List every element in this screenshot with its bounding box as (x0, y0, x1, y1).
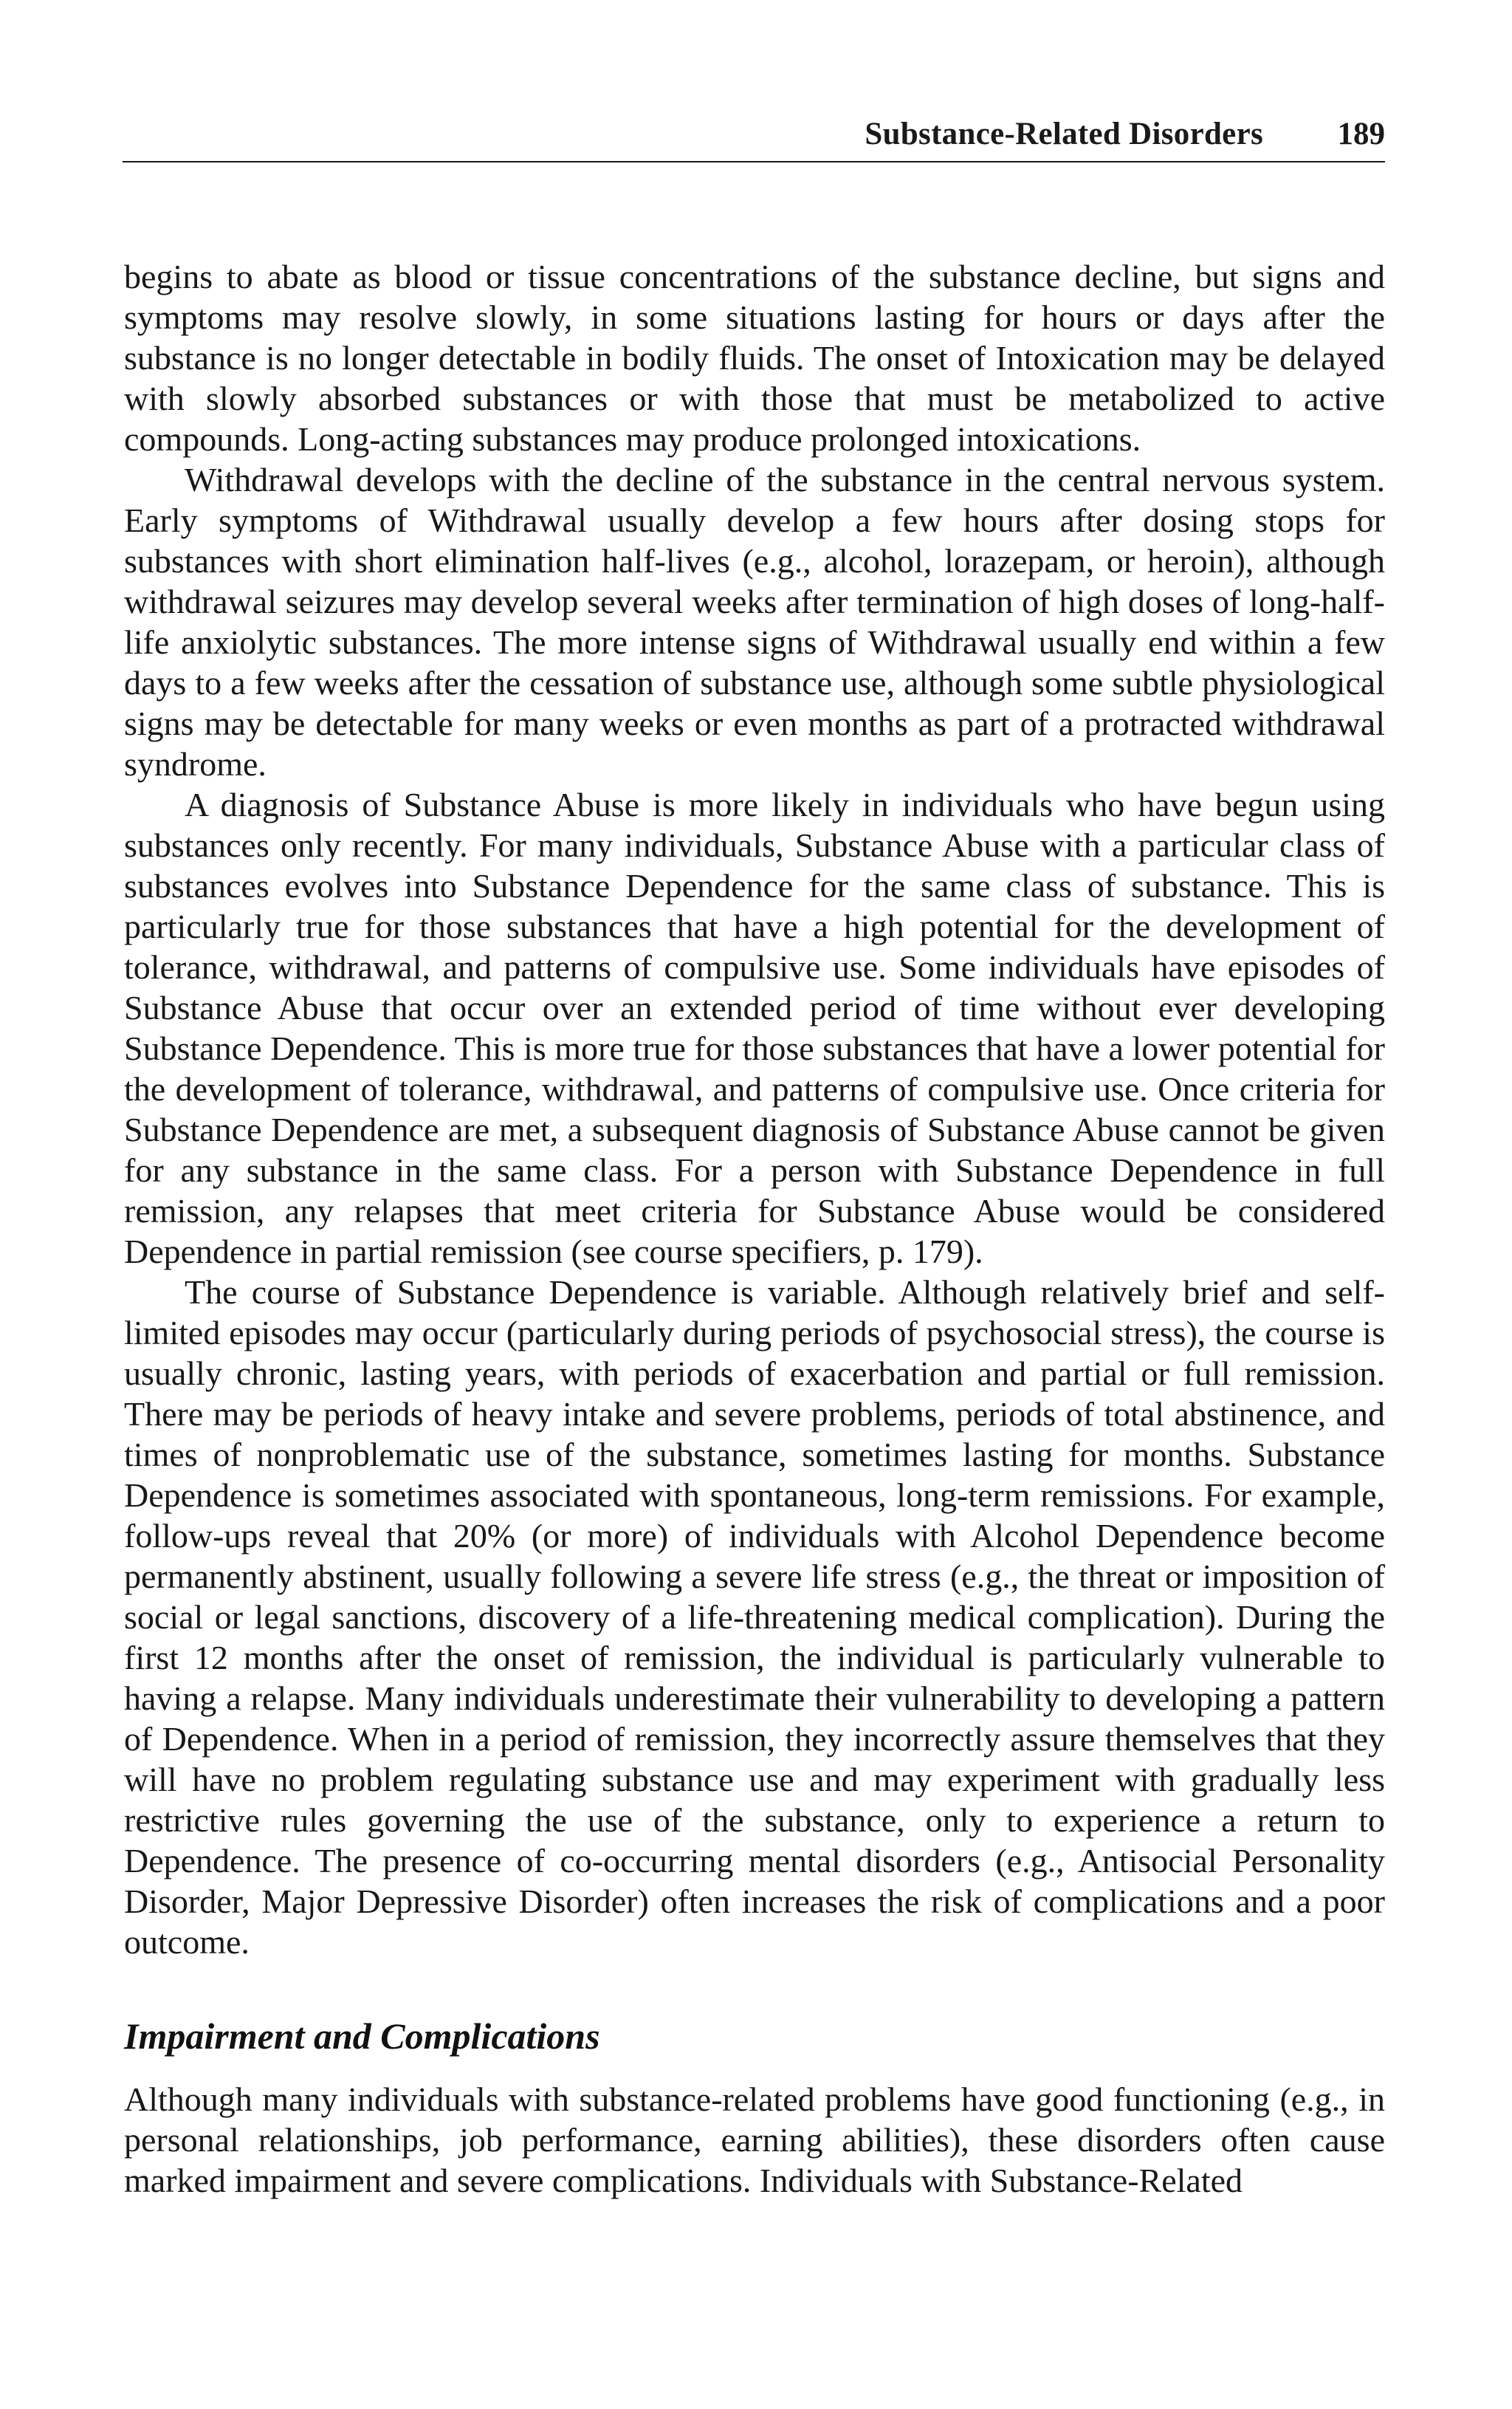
paragraph-withdrawal: Withdrawal develops with the decline of the substance in the central nervous system. Early symptoms of Withdrawal usually develop a few hours after dosing stops for substances with short elimination half-lives (e.g., alcohol, lorazepam, or heroin), although withdrawal seizures may develop several weeks after termination of high doses of long-half-life anxiolytic substances. The more intense signs of Withdrawal usually end within a few days to a few weeks after the cessation of substance use, although some subtle physiological signs may be detectable for many weeks or even months as part of a protracted withdrawal syndrome. (124, 461, 1385, 783)
page-number: 189 (1337, 117, 1385, 151)
paragraph-substance-abuse: A diagnosis of Substance Abuse is more likely in individuals who have begun using substances only recently. For many individuals, Substance Abuse with a particular class of substances evolves into Substance Dependence for the same class of substance. This is particularly true for those substances that have a high potential for the development of tolerance, withdrawal, and patterns of compulsive use. Some individuals have episodes of Substance Abuse that occur over an extended period of time without ever developing Substance Dependence. This is more true for those substances that have a lower potential for the development of tolerance, withdrawal, and patterns of compulsive use. Once criteria for Substance Dependence are met, a subsequent diagnosis of Substance Abuse cannot be given for any substance in the same class. For a person with Substance Dependence in full remission, any relapses that meet criteria for Substance Abuse would be considered Dependence in partial remission (see course specifiers, p. 179). (124, 786, 1385, 1270)
paragraph-course: The course of Substance Dependence is variable. Although relatively brief and self-limited episodes may occur (particularly during periods of psychosocial stress), the course is usually chronic, lasting years, with periods of exacerbation and partial or full remission. There may be periods of heavy intake and severe problems, periods of total abstinence, and times of nonproblematic use of the substance, sometimes lasting for months. Substance Dependence is sometimes associated with spontaneous, long-term remissions. For example, follow-ups reveal that 20% (or more) of individuals with Alcohol Dependence become permanently abstinent, usually following a severe life stress (e.g., the threat or imposition of social or legal sanctions, discovery of a life-threatening medical complication). During the first 12 months after the onset of remission, the individual is particularly vulnerable to having a relapse. Many individuals underestimate their vulnerability to developing a pattern of Dependence. When in a period of remission, they incorrectly assure themselves that they will have no problem regulating substance use and may experiment with gradually less restrictive rules governing the use of the substance, only to experience a return to Dependence. The presence of co-occurring mental disorders (e.g., Antisocial Personality Disorder, Major Depressive Disorder) often increases the risk of complications and a poor outcome. (124, 1273, 1385, 1961)
running-header (123, 111, 1385, 162)
body-text (124, 256, 1385, 2201)
paragraph-intoxication-continued: begins to abate as blood or tissue concentrations of the substance decline, but signs and symptoms may resolve slowly, in some situations lasting for hours or days after the substance is no longer detectable in bodily fluids. The onset of Intoxication may be delayed with slowly absorbed substances or with those that must be metabolized to active compounds. Long-acting substances may produce prolonged intoxications. (124, 258, 1385, 458)
paragraph-impairment: Although many individuals with substance-related problems have good functioning (e.g., in personal relationships, job performance, earning abilities), these disorders often cause marked impairment and severe complications. Individuals with Substance-Related (124, 2080, 1385, 2199)
running-title: Substance-Related Disorders (865, 117, 1263, 151)
section-heading: Impairment and Complications (124, 2015, 600, 2057)
